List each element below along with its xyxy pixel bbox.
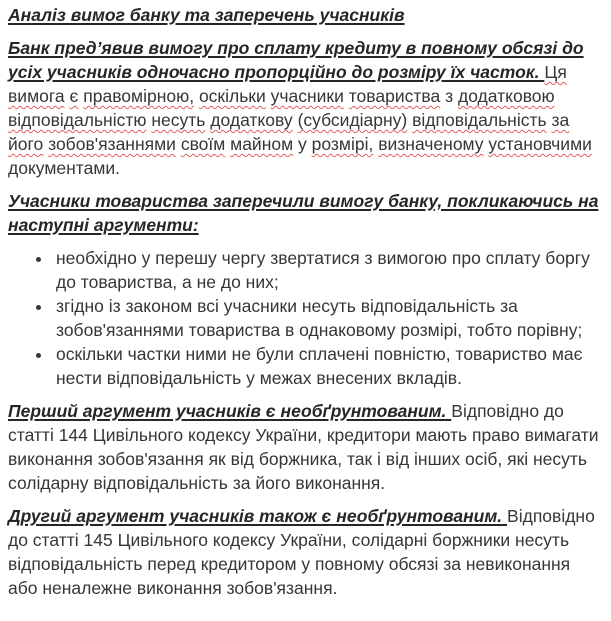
spellcheck-flagged-word[interactable]: майном bbox=[230, 134, 294, 154]
first-argument-body: Відповідно до статті 144 Цивільного кодексу України, кредитори мають право вимагати виконання зобов'язання як від боржника, так і від інших осіб, які несуть солідарну відповідальність за його виконання. bbox=[8, 401, 599, 493]
spellcheck-flagged-word[interactable]: Ця bbox=[544, 62, 567, 82]
spellcheck-flagged-word[interactable]: додатковою bbox=[457, 86, 555, 106]
spellcheck-flagged-word[interactable]: вимога bbox=[8, 86, 65, 106]
second-argument-paragraph bbox=[8, 504, 603, 600]
objections-heading bbox=[8, 189, 603, 237]
intro-paragraph bbox=[8, 36, 603, 180]
list-item: • необхідно у перешу чергу звертатися з вимогою про сплату боргу до товариства, а не до них; bbox=[53, 246, 603, 294]
second-argument-body: Відповідно до статті 145 Цивільного кодексу України, солідарні боржники несуть відповідальність перед кредитором у повному обсязі за невиконання або неналежне виконання зобов'язання. bbox=[8, 506, 595, 598]
spellcheck-flagged-word[interactable]: товариства bbox=[348, 86, 441, 106]
document-title-text: Аналіз вимог банку та заперечень учасників bbox=[8, 5, 405, 25]
spellcheck-flagged-word[interactable]: своїм bbox=[180, 134, 226, 154]
text-segment: з bbox=[440, 86, 458, 106]
spellcheck-flagged-word[interactable]: учасники bbox=[270, 86, 344, 106]
list-item: • оскільки частки ними не були сплачені повністю, товариство має нести відповідальність у межах внесених вкладів. bbox=[53, 342, 603, 390]
spellcheck-flagged-word[interactable]: визначеному bbox=[378, 134, 484, 154]
first-argument-paragraph bbox=[8, 399, 603, 495]
spellcheck-flagged-word[interactable]: є bbox=[69, 86, 79, 106]
list-item: • згідно із законом всі учасники несуть відповідальність за зобов'язаннями товариства в однаковому розмірі, тобто порівну; bbox=[53, 294, 603, 342]
spellcheck-flagged-word[interactable]: установчими bbox=[488, 134, 592, 154]
arguments-list bbox=[8, 246, 603, 390]
spellcheck-flagged-word[interactable]: розмірі, bbox=[311, 134, 374, 154]
objections-heading-text: Учасники товариства заперечили вимогу банку, покликаючись на наступні аргументи: bbox=[8, 191, 599, 235]
text-segment: документами. bbox=[8, 158, 120, 178]
spellcheck-flagged-word[interactable]: його bbox=[8, 134, 44, 154]
spellcheck-flagged-word[interactable]: відповідальність bbox=[412, 110, 547, 130]
intro-lead-bold: Банк пред’явив вимогу про сплату кредиту в повному обсязі до усіх учасників одночасно пропорційно до розміру їх часток. bbox=[8, 38, 584, 82]
spellcheck-flagged-word[interactable]: (субсидіарну) bbox=[297, 110, 408, 130]
document-title bbox=[8, 3, 603, 27]
spellcheck-flagged-word[interactable]: правомірною, bbox=[83, 86, 195, 106]
second-argument-lead: Другий аргумент учасників також є необґрунтованим. bbox=[8, 506, 508, 526]
first-argument-lead: Перший аргумент учасників є необґрунтованим. bbox=[8, 401, 452, 421]
spellcheck-flagged-word[interactable]: за bbox=[551, 110, 570, 130]
spellcheck-flagged-word[interactable]: оскільки bbox=[198, 86, 266, 106]
spellcheck-flagged-word[interactable]: додаткову bbox=[210, 110, 293, 130]
spellcheck-flagged-word[interactable]: відповідальністю bbox=[8, 110, 147, 130]
text-segment: у bbox=[293, 134, 312, 154]
spellcheck-flagged-word[interactable]: несуть bbox=[151, 110, 206, 130]
spellcheck-flagged-word[interactable]: зобов'язаннями bbox=[48, 134, 176, 154]
